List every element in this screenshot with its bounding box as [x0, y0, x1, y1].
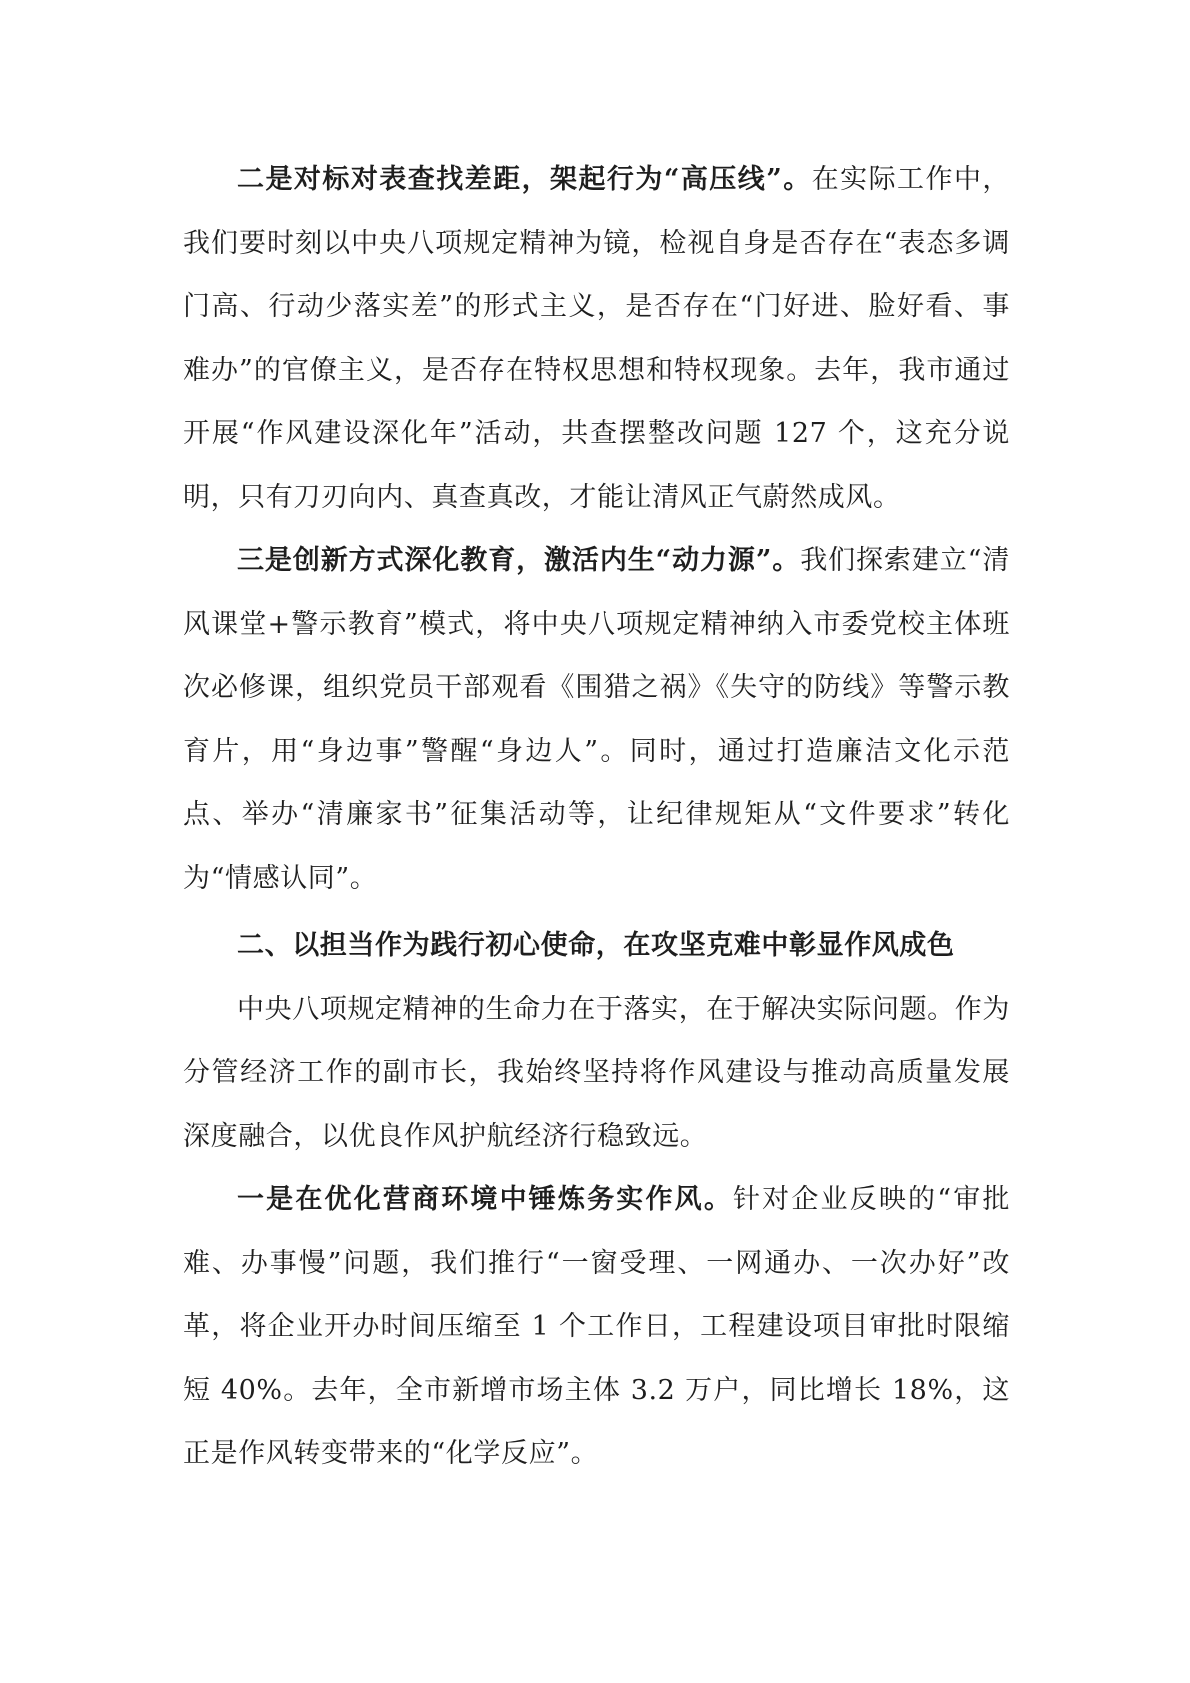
paragraph-lead: 二是对标对表查找差距，架起行为“高压线”。	[237, 164, 812, 195]
section-heading: 二、以担当作为践行初心使命，在攻坚克难中彰显作风成色	[237, 930, 955, 961]
document-body	[183, 148, 1010, 1486]
paragraph-lead: 一是在优化营商环境中锤炼务实作风。	[237, 1184, 733, 1215]
section-intro-paragraph	[183, 978, 1010, 1169]
paragraph-lead: 三是创新方式深化教育，激活内生“动力源”。	[237, 545, 801, 576]
paragraph-text: 中央八项规定精神的生命力在于落实，在于解决实际问题。作为分管经济工作的副市长，我始终坚持将作风建设与推动高质量发展深度融合，以优良作风护航经济行稳致远。	[183, 993, 1010, 1152]
paragraph-text: 在实际工作中，我们要时刻以中央八项规定精神为镜，检视自身是否存在“表态多调门高、行动少落实差”的形式主义，是否存在“门好进、脸好看、事难办”的官僚主义，是否存在特权思想和特权现象。去年，我市通过开展“作风建设深化年”活动，共查摆整改问题 127 个，这充分说明，只有刀刃向内、真查真改，才能让清风正气蔚然成风。	[183, 164, 1010, 513]
paragraph-1	[183, 1168, 1010, 1486]
paragraph-text: 我们探索建立“清风课堂+警示教育”模式，将中央八项规定精神纳入市委党校主体班次必修课，组织党员干部观看《围猎之祸》《失守的防线》等警示教育片，用“身边事”警醒“身边人”。同时，通过打造廉洁文化示范点、举办“清廉家书”征集活动等，让纪律规矩从“文件要求”转化为“情感认同”。	[183, 545, 1010, 894]
paragraph-text: 针对企业反映的“审批难、办事慢”问题，我们推行“一窗受理、一网通办、一次办好”改革，将企业开办时间压缩至 1 个工作日，工程建设项目审批时限缩短 40%。去年，全市新增市场主体 3.2 万户，同比增长 18%，这正是作风转变带来的“化学反应”。	[183, 1184, 1010, 1469]
paragraph-2	[183, 148, 1010, 529]
paragraph-3	[183, 529, 1010, 910]
